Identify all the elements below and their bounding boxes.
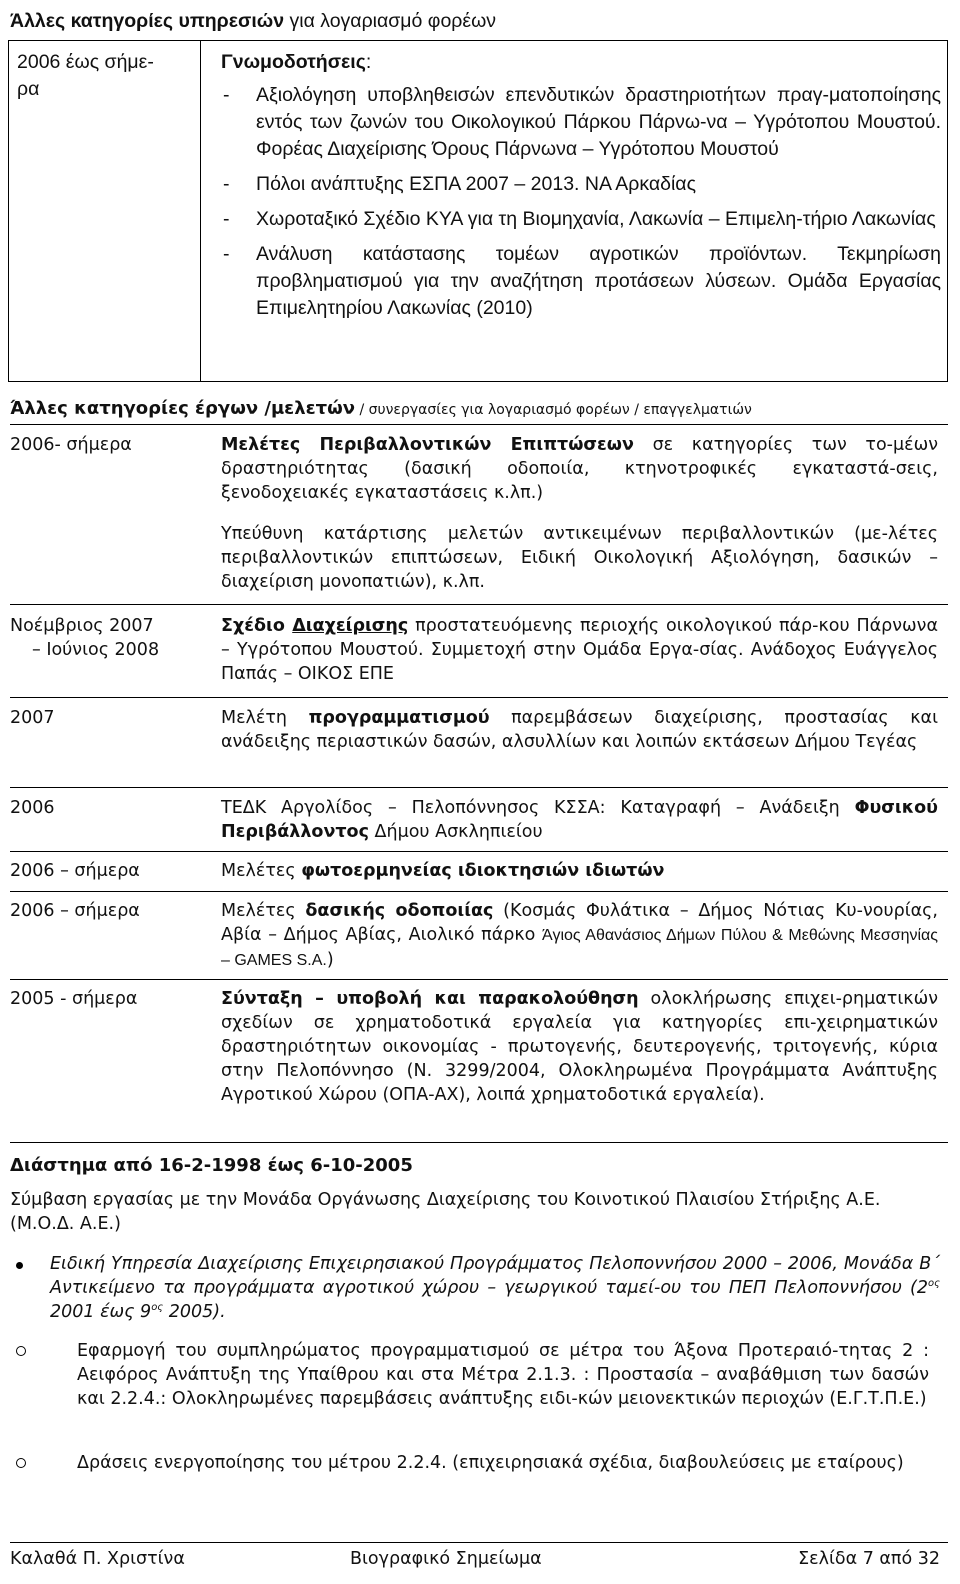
- project-rest: ολοκλήρωσης επιχει-ρηματικών σχεδίων σε χρηματοδοτικά εργαλεία για κατηγορίες επι-χειρηματικών δραστηριότητων οικονομίας - πρωτογενής, δευτερογενής, τριτογενής, κύρια στην Πελοπόννησο (Ν. 3299/2004, Ολοκληρωμένα Προγράμματα Ανάπτυξης Αγροτικού Χώρου (ΟΠΑ-ΑΧ), λοιπά χρηματοδοτικά εργαλεία).: [221, 989, 938, 1105]
- project-date: 2007: [10, 708, 55, 728]
- project-pre: Μελέτες: [221, 861, 302, 881]
- section-services-title: [10, 8, 950, 34]
- project-bold: προγραμματισμού: [308, 708, 490, 728]
- row-rule: [10, 604, 948, 605]
- contract-paragraph: Σύμβαση εργασίας με την Μονάδα Οργάνωσης Διαχείρισης του Κοινοτικού Πλαισίου Στήριξης Α.Ε. (Μ.Ο.Δ. Α.Ε.): [10, 1190, 881, 1234]
- project-pre: Μελέτη: [221, 708, 309, 728]
- project-bold: Σχέδιο: [221, 616, 293, 636]
- project-content: [221, 706, 938, 754]
- row-rule: [10, 851, 948, 852]
- project-bold: Σύνταξη – υποβολή και παρακολούθηση: [221, 989, 639, 1009]
- project-post: Δήμου Ασκληπιείου: [368, 822, 543, 842]
- section-projects-rule: [10, 424, 948, 425]
- opinion-item-2: - Πόλοι ανάπτυξης ΕΣΠΑ 2007 – 2013. ΝΑ Αρκαδίας: [221, 171, 941, 198]
- project-rest: (Κοσμάς Φυλάτικα – Δήμος Νότιας Κυ-νουρίας, Αβία – Δήμος Αβίας, Αιολικό πάρκο: [221, 901, 938, 945]
- project-extra: Υπεύθυνη κατάρτισης μελετών αντικειμένων περιβαλλοντικών (με-λέτες περιβαλλοντικών επιπτώσεων, Ειδική Οικολογική Αξιολόγηση, δασικών – διαχείριση μονοπατιών), κ.λπ.: [221, 524, 938, 592]
- circle-bullet-icon: [16, 1458, 26, 1468]
- project-bold: Φυσικού Περιβάλλοντος: [221, 798, 938, 842]
- project-text: [221, 796, 938, 844]
- table-divider: [200, 41, 201, 381]
- project-date: 2006 – σήμερα: [10, 901, 140, 921]
- project-content: [221, 614, 938, 686]
- project-text: [221, 859, 938, 883]
- project-text: [221, 614, 938, 686]
- sub-bullet-text: Εφαρμογή του συμπληρώματος προγραμματισμού σε μέτρα του Άξονα Προτεραιό-τητας 2 : Αειφόρος Ανάπτυξη της Υπαίθρου και στα Μέτρα 2.1.3. : Προστασία – αναβάθμιση των δασών και 2.2.4.: Ολοκληρωμένες παρεμβάσεις ανάπτυξης ειδι-κών μειονεκτικών περιοχών (Ε.Γ.Τ.Π.Ε.): [77, 1341, 929, 1409]
- project-text: [221, 433, 938, 505]
- project-text: [221, 899, 938, 973]
- project-text: [221, 706, 938, 754]
- page-footer: [10, 1546, 940, 1572]
- opinions-heading: [221, 49, 941, 76]
- section-projects-title-sub: / συνεργασίες για λογαριασμό φορέων / επαγγελματιών: [355, 402, 752, 418]
- services-date: [17, 49, 187, 103]
- row-rule: [10, 1142, 948, 1143]
- circle-bullet-icon: [16, 1346, 26, 1356]
- project-rest: προστατευόμενης περιοχής οικολογικού πάρ-κου Πάρνωνα – Υγρότοπου Μουστού. Συμμετοχή στην Ομάδα Εργα-σίας. Ανάδοχος Ευάγγελος Παπάς – ΟΙΚΟΣ ΕΠΕ: [221, 616, 938, 684]
- project-bold: φωτοερμηνείας ιδιοκτησιών ιδιωτών: [301, 861, 665, 881]
- bullet-dot-icon: [16, 1262, 23, 1269]
- project-date: 2005 - σήμερα: [10, 989, 138, 1009]
- services-content: [221, 49, 941, 330]
- opinion-item-1: - Αξιολόγηση υποβληθεισών επενδυτικών δραστηριοτήτων πραγ-ματοποίησης εντός των ζωνών του Οικολογικού Πάρκου Πάρνω-να – Υγρότοπου Μουστού. Φορέας Διαχείρισης Όρους Πάρνωνα – Υγρότοπου Μουστού: [221, 82, 941, 163]
- opinions-heading-bold: Γνωμοδοτήσεις: [221, 51, 366, 73]
- row-rule: [10, 787, 948, 788]
- project-content: [221, 987, 938, 1107]
- footer-page-number: Σελίδα 7 από 32: [798, 1549, 940, 1569]
- project-rest: σε κατηγορίες των το-μέων δραστηριότητας (δασική οδοποιία, κτηνοτροφικές εγκαταστά-σεις, ξενοδοχειακές εγκαταστάσεις κ.λπ.): [221, 435, 938, 503]
- project-content: [221, 796, 938, 844]
- section-projects-title-bold: Άλλες κατηγορίες έργων /μελετών: [10, 398, 356, 419]
- bullet-sup-1: ος: [928, 1278, 940, 1290]
- footer-author: Καλαθά Π. Χριστίνα: [10, 1549, 185, 1569]
- bullet-text-a: Ειδική Υπηρεσία Διαχείρισης Επιχειρησιακού Προγράμματος Πελοποννήσου 2000 – 2006, Μονάδα Β΄ Αντικείμενο τα προγράμματα αγροτικού χώρου – γεωργικού ταμεί-ου του ΠΕΠ Πελοποννήσου (2: [50, 1254, 940, 1298]
- project-date: [10, 614, 210, 662]
- row-rule: [10, 697, 948, 698]
- row-rule: [10, 891, 948, 892]
- project-post: ): [326, 950, 334, 970]
- project-date: 2006: [10, 798, 55, 818]
- opinion-item-4: - Ανάλυση κατάστασης τομέων αγροτικών προϊόντων. Τεκμηρίωση προβληματισμού για την αναζήτηση προτάσεων λύσεων. Ομάδα Εργασίας Επιμελητηρίου Λακωνίας (2010): [221, 241, 941, 322]
- project-bold-underlined: Διαχείρισης: [292, 616, 409, 636]
- project-content: [221, 899, 938, 973]
- project-pre: Μελέτες: [221, 901, 306, 921]
- bullet-text-b: 2001 έως 9: [50, 1302, 152, 1322]
- bullet-sup-2: ος: [151, 1302, 164, 1314]
- services-date-line1: 2006 έως σήμε-: [17, 51, 154, 73]
- project-bold: δασικής οδοποιίας: [305, 901, 494, 921]
- project-arial: Άγιος Αθανάσιος Δήμων Πύλου & Μεθώνης Μεσσηνίας – GAMES S.A.: [221, 927, 938, 969]
- footer-rule: [10, 1542, 948, 1543]
- project-bold: Μελέτες Περιβαλλοντικών Επιπτώσεων: [221, 435, 634, 455]
- services-table: [8, 40, 948, 382]
- project-date: 2006- σήμερα: [10, 435, 132, 455]
- bullet-text-c: 2005).: [163, 1302, 226, 1322]
- sub-bullet-text: Δράσεις ενεργοποίησης του μέτρου 2.2.4. (επιχειρησιακά σχέδια, διαβουλεύσεις με εταίρους): [77, 1453, 904, 1473]
- opinions-heading-colon: :: [365, 51, 372, 73]
- project-text: [221, 987, 938, 1107]
- services-date-line2: ρα: [17, 78, 40, 100]
- bullet-text: [50, 1252, 940, 1324]
- project-date-line2: – Ιούνιος 2008: [32, 640, 160, 660]
- opinion-item-3: - Χωροταξικό Σχέδιο ΚΥΑ για τη Βιομηχανία, Λακωνία – Επιμελη-τήριο Λακωνίας: [221, 206, 941, 233]
- project-date-line1: Νοέμβριος 2007: [10, 616, 154, 636]
- project-date: 2006 – σήμερα: [10, 861, 140, 881]
- project-content: [221, 433, 938, 594]
- section-services-title-rest: για λογαριασμό φορέων: [284, 10, 497, 32]
- project-rest: παρεμβάσεων διαχείρισης, προστασίας και ανάδειξης περιαστικών δασών, αλσυλλίων και λοιπών εκτάσεων Δήμου Τεγέας: [221, 708, 938, 752]
- row-rule: [10, 979, 948, 980]
- period-title: Διάστημα από 16-2-1998 έως 6-10-2005: [10, 1155, 413, 1176]
- footer-document-title: Βιογραφικό Σημείωμα: [350, 1549, 542, 1569]
- section-services-title-bold: Άλλες κατηγορίες υπηρεσιών: [10, 10, 285, 32]
- project-rest: ΤΕΔΚ Αργολίδος – Πελοπόννησος ΚΣΣΑ: Καταγραφή – Ανάδειξη: [221, 798, 855, 818]
- project-content: [221, 859, 938, 883]
- section-projects-title: [10, 396, 950, 423]
